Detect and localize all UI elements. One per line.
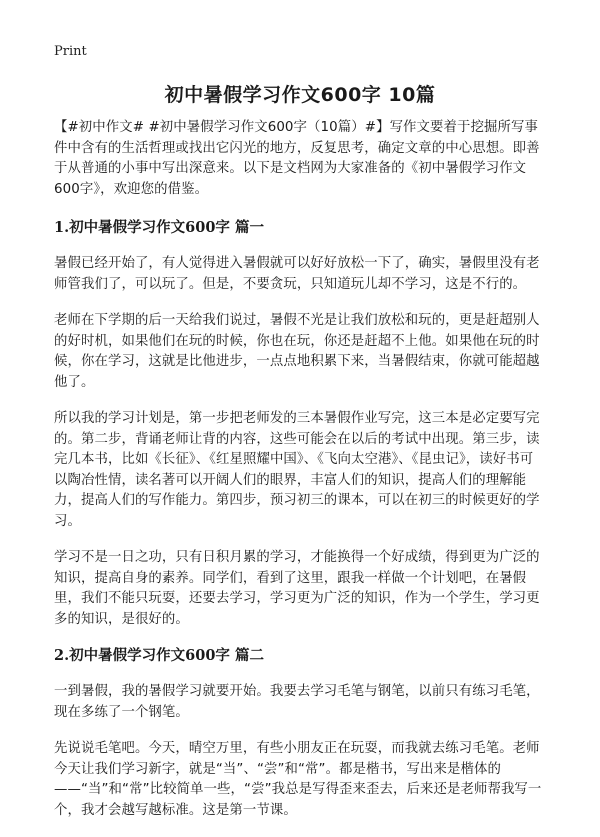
section-heading-2: 2.初中暑假学习作文600字 篇二	[54, 647, 264, 664]
section-heading-1: 1.初中暑假学习作文600字 篇一	[54, 219, 264, 236]
section1-paragraph: 所以我的学习计划是，第一步把老师发的三本暑假作业写完，这三本是必定要写完的。第二步，背诵老师让背的内容，这些可能会在以后的考试中出现。第三步，读完几本书，比如《长征》、《红星照耀中国》、《飞向太空港》、《昆虫记》，读好书可以陶冶性情，读名著可以开阔人们的眼界，丰富人们的知识，提高人们的理解能力，提高人们的写作能力。第四步，预习初三的课本，可以在初三的时候更好的学习。	[54, 411, 540, 529]
section1-paragraph: 学习不是一日之功，只有日积月累的学习，才能换得一个好成绩，得到更为广泛的知识，提高自身的素养。同学们，看到了这里，跟我一样做一个计划吧，在暑假里，我们不能只玩耍，还要去学习，学习更为广泛的知识，作为一个学生，学习更多的知识，是很好的。	[54, 550, 540, 627]
print-label: Print	[54, 44, 87, 59]
section1-paragraph: 暑假已经开始了，有人觉得进入暑假就可以好好放松一下了，确实，暑假里没有老师管我们了，可以玩了。但是，不要贪玩，只知道玩儿却不学习，这是不行的。	[54, 256, 540, 292]
document-body	[54, 118, 546, 837]
intro-paragraph: 【#初中作文# #初中暑假学习作文600字（10篇）#】写作文要着于挖掘所写事件中含有的生活哲理或找出它闪光的地方，反复思考，确定文章的中心思想。即善于从普通的小事中写出深意来。以下是文档网为大家准备的《初中暑假学习作文600字》，欢迎您的借鉴。	[54, 120, 540, 197]
section1-paragraph: 老师在下学期的后一天给我们说过，暑假不光是让我们放松和玩的，更是赶超别人的好时机，如果他们在玩的时候，你也在玩，你还是赶超不上他。如果他在玩的时候，你在学习，这就是比他进步，一点点地积累下来，当暑假结束，你就可能超越他了。	[54, 313, 540, 390]
page-title: 初中暑假学习作文600字 10篇	[164, 84, 436, 106]
section2-paragraph: 一到暑假，我的暑假学习就要开始。我要去学习毛笔与钢笔，以前只有练习毛笔，现在多练了一个钢笔。	[54, 684, 540, 720]
section2-paragraph: 先说说毛笔吧。今天，晴空万里，有些小朋友正在玩耍，而我就去练习毛笔。老师今天让我们学习新字，就是“当”、“尝”和“常”。都是楷书，写出来是楷体的——“当”和“常”比较简单一些，“尝”我总是写得歪来歪去，后来还是老师帮我写一个，我才会越写越标准。这是第一节课。	[54, 741, 542, 818]
